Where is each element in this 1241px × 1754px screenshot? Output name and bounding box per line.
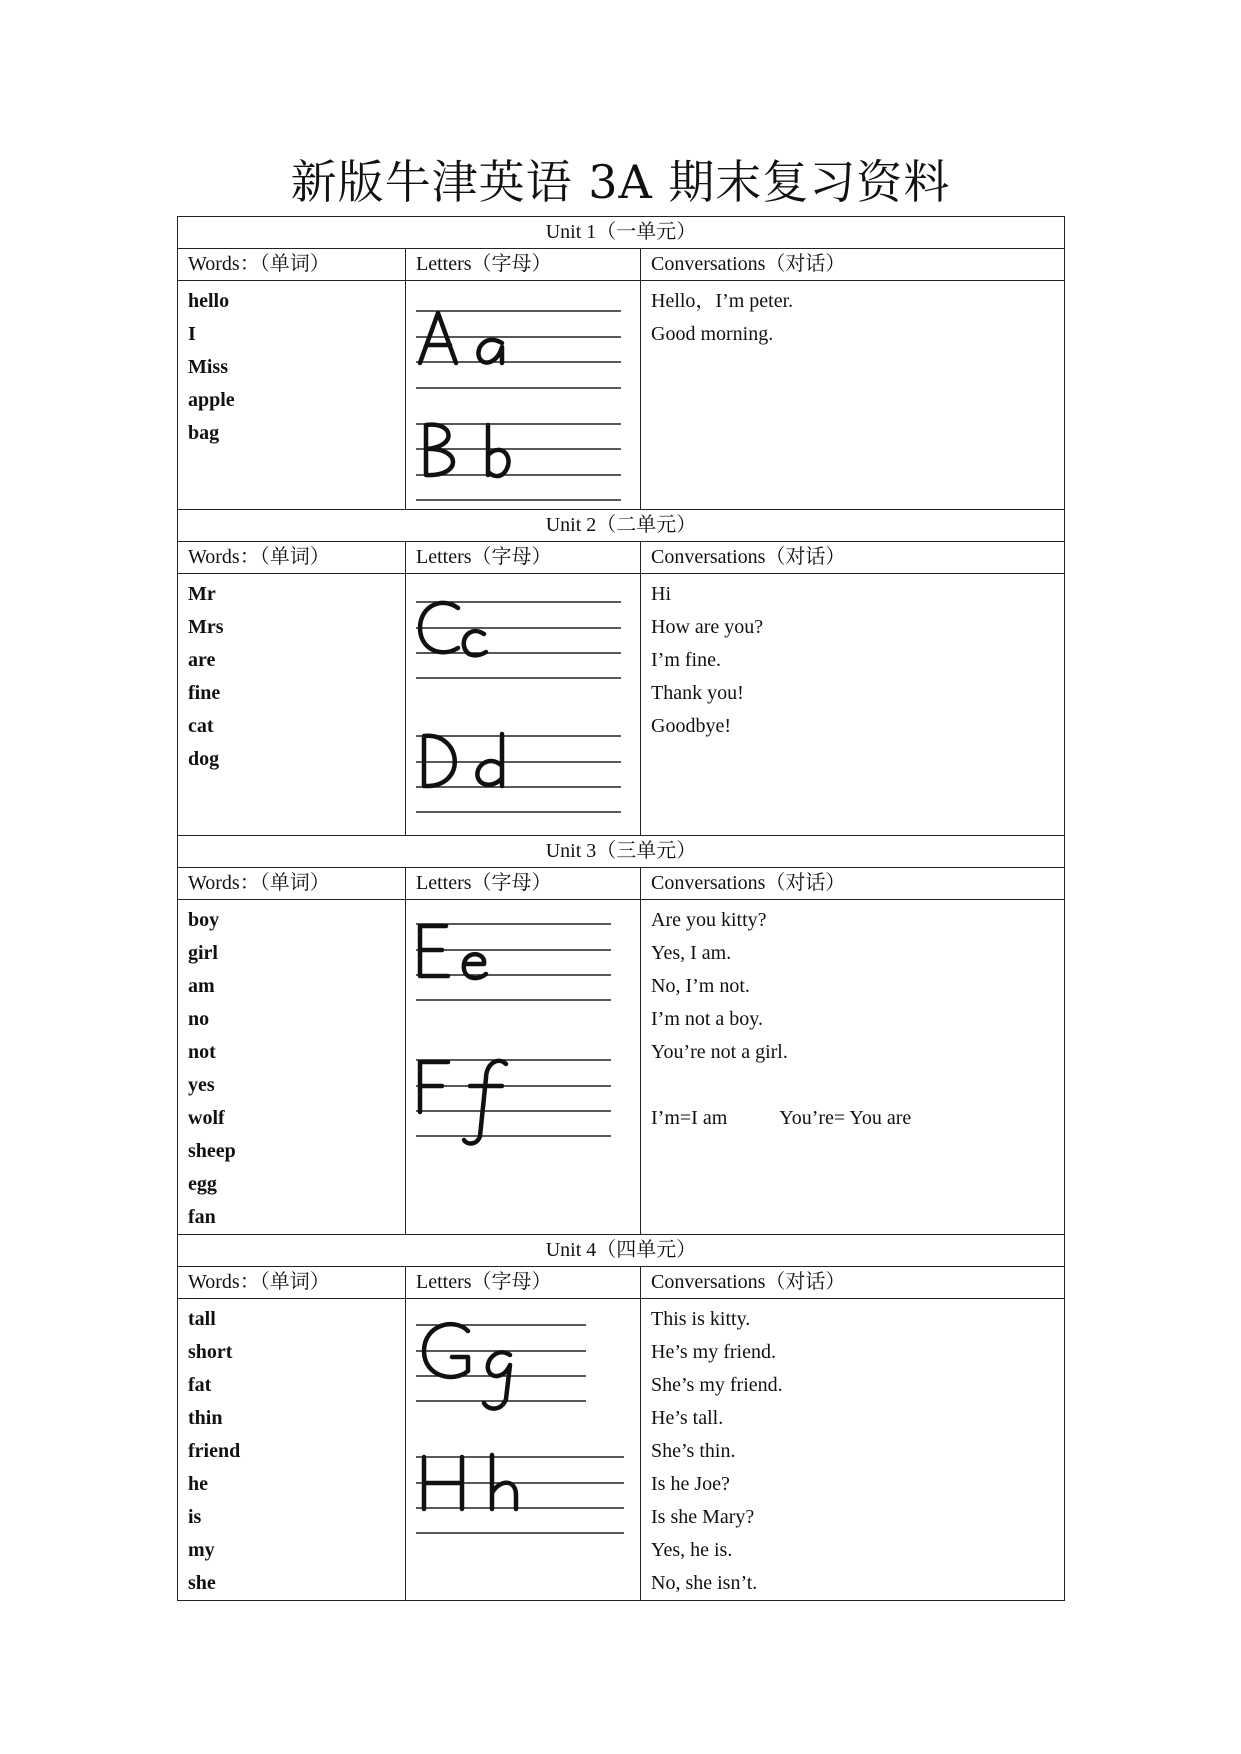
letters-ee-ff-handwriting xyxy=(406,900,638,1222)
conversation-line: You’re not a girl. xyxy=(651,1041,788,1063)
conversation-line: She’s my friend. xyxy=(651,1374,783,1396)
word-item: short xyxy=(188,1341,233,1363)
word-item: fan xyxy=(188,1206,216,1228)
word-item: she xyxy=(188,1572,216,1594)
conversations-header: Conversations（对话） xyxy=(641,542,1065,574)
word-item: is xyxy=(188,1506,202,1528)
letter-D-upper xyxy=(424,736,455,786)
letters-aa-bb-handwriting xyxy=(406,281,638,507)
conversation-line: She’s thin. xyxy=(651,1440,736,1462)
document-title: 新版牛津英语 3A 期末复习资料 xyxy=(290,155,951,209)
conversation-line: Are you kitty? xyxy=(651,909,767,931)
conversations-header: Conversations（对话） xyxy=(641,1267,1065,1299)
letters-header: Letters（字母） xyxy=(406,868,641,900)
letters-gg-hh-handwriting xyxy=(406,1299,638,1589)
letter-A-upper xyxy=(420,313,456,363)
word-item: are xyxy=(188,649,216,671)
words-header: Words：（单词） xyxy=(178,868,406,900)
conversation-line: Goodbye! xyxy=(651,715,731,737)
conversations-header: Conversations（对话） xyxy=(641,868,1065,900)
words-header: Words：（单词） xyxy=(178,249,406,281)
word-item: Mrs xyxy=(188,616,224,638)
word-item: dog xyxy=(188,748,220,770)
conversation-line: I’m fine. xyxy=(651,649,721,671)
conversation-line: Is he Joe? xyxy=(651,1473,730,1495)
contractions-line xyxy=(651,1102,1064,1135)
word-item: cat xyxy=(188,715,214,737)
unit-4-conversations xyxy=(641,1299,1065,1601)
letter-h-lower xyxy=(492,1455,516,1509)
blank-line xyxy=(651,1069,1064,1102)
letter-B-upper xyxy=(426,425,453,476)
letter-g-lower xyxy=(484,1352,510,1408)
word-item: egg xyxy=(188,1173,217,1195)
conversation-line: Yes, I am. xyxy=(651,942,732,964)
letter-a-lower xyxy=(478,340,502,363)
word-item: not xyxy=(188,1041,216,1063)
review-table xyxy=(177,216,1065,1601)
unit-3-conversations xyxy=(641,900,1065,1235)
word-item: yes xyxy=(188,1074,215,1096)
conversation-line: Hi xyxy=(651,583,671,605)
unit-1-conversations xyxy=(641,281,1065,510)
contraction-youre: You’re= You are xyxy=(779,1107,912,1129)
conversation-line: Good morning. xyxy=(651,323,774,345)
conversation-line: He’s my friend. xyxy=(651,1341,776,1363)
word-item: am xyxy=(188,975,215,997)
letters-header: Letters（字母） xyxy=(406,249,641,281)
words-header: Words：（单词） xyxy=(178,542,406,574)
unit-4-words xyxy=(178,1299,406,1601)
word-item: he xyxy=(188,1473,208,1495)
conversation-line: Yes, he is. xyxy=(651,1539,733,1561)
word-item: thin xyxy=(188,1407,223,1429)
letter-c-lower xyxy=(464,631,486,655)
conversations-header: Conversations（对话） xyxy=(641,249,1065,281)
unit-3-title: Unit 3（三单元） xyxy=(178,836,1065,868)
unit-2-letters xyxy=(406,574,641,836)
conversation-line: This is kitty. xyxy=(651,1308,751,1330)
unit-4-letters xyxy=(406,1299,641,1601)
word-item: hello xyxy=(188,290,230,312)
letter-H-upper xyxy=(424,1457,462,1509)
unit-4-title: Unit 4（四单元） xyxy=(178,1235,1065,1267)
unit-2-title: Unit 2（二单元） xyxy=(178,510,1065,542)
conversation-line: I’m not a boy. xyxy=(651,1008,764,1030)
unit-2-words xyxy=(178,574,406,836)
unit-1-words xyxy=(178,281,406,510)
unit-2-conversations xyxy=(641,574,1065,836)
word-item: I xyxy=(188,323,196,345)
word-item: fine xyxy=(188,682,221,704)
word-item: sheep xyxy=(188,1140,236,1162)
word-item: apple xyxy=(188,389,235,411)
word-item: no xyxy=(188,1008,210,1030)
words-header: Words：（单词） xyxy=(178,1267,406,1299)
letter-d-lower xyxy=(477,734,502,786)
letters-header: Letters（字母） xyxy=(406,542,641,574)
word-item: my xyxy=(188,1539,215,1561)
conversation-line: Thank you! xyxy=(651,682,744,704)
word-item: tall xyxy=(188,1308,216,1330)
conversation-line: How are you? xyxy=(651,616,764,638)
unit-1-title: Unit 1（一单元） xyxy=(178,217,1065,249)
conversation-line: He’s tall. xyxy=(651,1407,724,1429)
word-item: wolf xyxy=(188,1107,225,1129)
conversation-line: No, I’m not. xyxy=(651,975,750,997)
letter-E-upper xyxy=(420,926,448,976)
unit-1-letters xyxy=(406,281,641,510)
word-item: girl xyxy=(188,942,218,964)
word-item: friend xyxy=(188,1440,241,1462)
word-item: bag xyxy=(188,422,220,444)
letter-F-upper xyxy=(420,1062,448,1112)
word-item: boy xyxy=(188,909,220,931)
conversation-line: Is she Mary? xyxy=(651,1506,755,1528)
letters-cc-dd-handwriting xyxy=(406,574,638,832)
conversation-line: No, she isn’t. xyxy=(651,1572,758,1594)
word-item: Miss xyxy=(188,356,228,378)
letters-header: Letters（字母） xyxy=(406,1267,641,1299)
conversation-line: Hello，I’m peter. xyxy=(651,290,794,312)
unit-3-letters xyxy=(406,900,641,1235)
word-item: fat xyxy=(188,1374,212,1396)
letter-f-lower xyxy=(464,1061,506,1144)
contraction-im: I’m=I am xyxy=(651,1107,728,1129)
letter-b-lower xyxy=(488,425,509,476)
unit-3-words xyxy=(178,900,406,1235)
word-item: Mr xyxy=(188,583,216,605)
